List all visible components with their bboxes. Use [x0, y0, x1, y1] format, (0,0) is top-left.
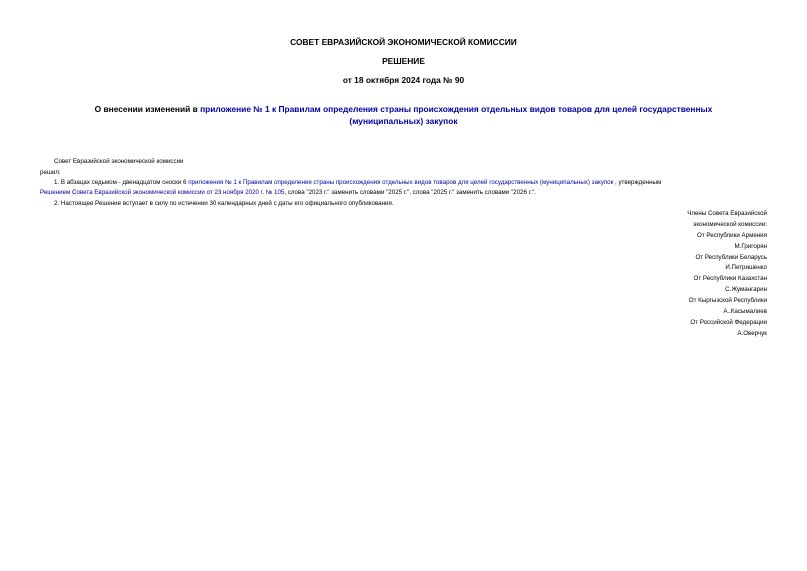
item-2-paragraph: 2. Настоящее Решение вступает в силу по истечении 30 календарных дней с даты его официального опубликования.	[54, 200, 394, 207]
item-1-end: , слова "2023 г." заменить словами "2025 г.", слова "2025 г." заменить словами "2026 г.".	[284, 189, 536, 196]
signature-name: С.Жумангарин	[725, 286, 767, 294]
subject-link[interactable]: приложение № 1 к Правилам определения страны происхождения отдельных видов товаров для целей государственных (муниципальных) закупок	[200, 104, 713, 126]
signature-country: От Российской Федерации	[690, 318, 767, 326]
item-1-paragraph	[54, 178, 769, 187]
item-1-mid: , утвержденным	[613, 179, 662, 186]
signature-country: От Кыргызской Республики	[688, 297, 767, 305]
signature-name: А.Оверчук	[737, 329, 767, 337]
item-1-start: 1. В абзацах седьмом - двенадцатом сноски 6	[54, 179, 189, 186]
signature-country: От Республики Беларусь	[695, 253, 767, 261]
subject-prefix: О внесении изменений в	[94, 104, 201, 114]
item-1-appendix-link[interactable]: приложения № 1 к Правилам определения страны происхождения отдельных видов товаров для целей государственных (муниципальных) закупок	[188, 179, 614, 186]
council-line: Совет Евразийской экономической комиссии	[54, 158, 184, 165]
signature-country: От Республики Армения	[697, 231, 767, 239]
signature-members-line: экономической комиссии:	[693, 220, 767, 228]
document-subject	[60, 104, 747, 127]
signature-members-line: Члены Совета Евразийской	[687, 210, 767, 217]
signature-name: А..Касымалиев	[723, 308, 767, 316]
document-date-number: от 18 октября 2024 года № 90	[342, 75, 465, 85]
item-1-continuation	[40, 188, 536, 197]
signature-block	[547, 209, 767, 340]
signature-name: М.Григорян	[734, 242, 767, 250]
signature-country: От Республики Казахстан	[693, 275, 767, 283]
issuing-body-title: СОВЕТ ЕВРАЗИЙСКОЙ ЭКОНОМИЧЕСКОЙ КОМИССИИ	[290, 37, 517, 47]
document-type-title: РЕШЕНИЕ	[382, 56, 425, 66]
resolved-line: решил:	[40, 169, 61, 176]
item-1-decision-link[interactable]: Решением Совета Евразийской экономической комиссии от 23 ноября 2020 г. № 105	[40, 189, 285, 196]
signature-name: И.Петришенко	[725, 264, 767, 272]
